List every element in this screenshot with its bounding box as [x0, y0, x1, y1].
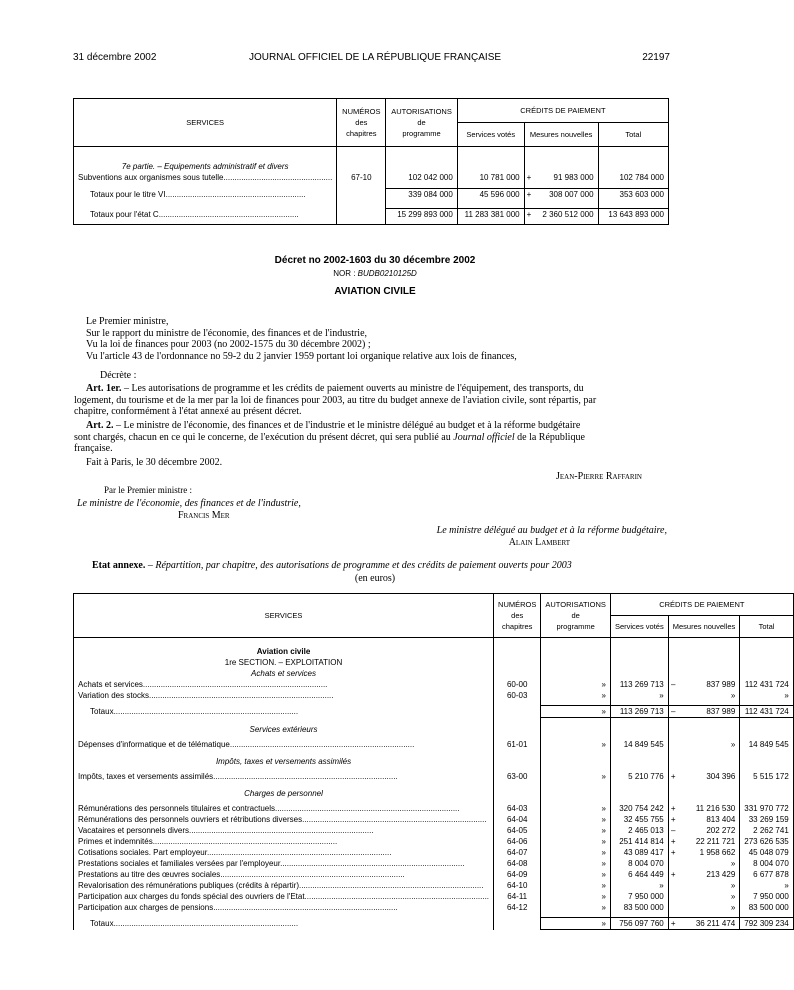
signature-lambert: Alain Lambert: [508, 537, 570, 548]
table-row: Participation aux charges du fonds spécial des ouvriers de l'Etat................................................................................... 64-11 » 7 950 000 » 7 950 000: [74, 891, 794, 902]
decret-title: Décret no 2002-1603 du 30 décembre 2002: [274, 255, 476, 266]
header-journal: JOURNAL OFFICIEL DE LA RÉPUBLIQUE FRANÇAISE: [248, 52, 502, 63]
credits-table-1: [73, 98, 669, 225]
col-credits: CRÉDITS DE PAIEMENT: [610, 594, 793, 616]
table-row: Prestations sociales et familiales versées par l'employeur................................................................................... 64-08 » 8 004 070 » 8 004 070: [74, 858, 794, 869]
col-mesures: Mesures nouvelles: [524, 123, 598, 147]
chapter-group-title: Services extérieurs: [74, 724, 494, 735]
table-row: Impôts, taxes et versements assimilés................................................................................... 63-00 » 5 210 776 + 304 396 5 515 172: [74, 771, 794, 782]
chapter-group-title: Achats et services: [74, 668, 494, 679]
table-row: Totaux pour l'état C............................................................... 15 299 893 000 11 283 381 000 + 2 360 512 000 13 643 893 000: [74, 209, 669, 225]
table-row: Achats et services................................................................................... 60-00 » 113 269 713 – 837 989 112 431 724: [74, 679, 794, 690]
partie-title: 7e partie. – Equipements administratif et divers: [74, 161, 337, 172]
col-votes: Services votés: [610, 616, 668, 638]
col-autorisations: AUTORISATIONS de programme: [541, 594, 611, 638]
ministre-economie: Le ministre de l'économie, des finances et de l'industrie,: [77, 498, 301, 509]
col-mesures: Mesures nouvelles: [668, 616, 740, 638]
decret-heading: AVIATION CIVILE: [334, 286, 416, 297]
header-page: 22197: [642, 52, 670, 63]
table-row: Primes et indemnités................................................................................... 64-06 » 251 414 814 + 22 211 721 273 626 535: [74, 836, 794, 847]
col-total: Total: [598, 123, 668, 147]
col-numeros: NUMÉROS des chapitres: [494, 594, 541, 638]
table-row: Variation des stocks................................................................................... 60-03 » » » »: [74, 690, 794, 701]
article-2: Art. 2. – Le ministre de l'économie, des finances et de l'industrie et le ministre délégué au budget et à la réforme budgétaire sont chargés, chacun en ce qui le concerne, de l'exécution du présent décret, qui sera publié au Journal officiel de la République française.: [74, 420, 585, 454]
decret-nor: NOR : BUDB0210125D: [333, 269, 417, 278]
col-services: SERVICES: [74, 594, 494, 638]
par-premier-ministre: Par le Premier ministre :: [104, 485, 192, 495]
col-votes: Services votés: [457, 123, 524, 147]
ministre-budget: Le ministre délégué au budget et à la réforme budgétaire,: [436, 525, 667, 536]
table-row: Vacataires et personnels divers................................................................................... 64-05 » 2 465 013 – 202 272 2 262 741: [74, 825, 794, 836]
etat-annexe: Etat annexe. – Répartition, par chapitre, des autorisations de programme et des crédits de paiement ouverts pour 2003: [92, 560, 572, 571]
table-row: Subventions aux organismes sous tutelle................................................. 67-10 102 042 000 10 781 000 + 91 983 000 102 784 000: [74, 172, 669, 183]
signature-pm: Jean-Pierre Raffarin: [556, 471, 642, 482]
table-row: Participation aux charges de pensions................................................................................... 64-12 » 83 500 000 » 83 500 000: [74, 902, 794, 913]
total-row: Totaux................................................................................... » 756 097 760 + 36 211 474 792 309 234: [74, 918, 794, 930]
fait-a-paris: Fait à Paris, le 30 décembre 2002.: [86, 457, 223, 468]
table-row: Cotisations sociales. Part employeur................................................................................... 64-07 » 43 089 417 + 1 958 662 45 048 079: [74, 847, 794, 858]
col-services: SERVICES: [74, 99, 337, 147]
col-credits: CRÉDITS DE PAIEMENT: [457, 99, 668, 123]
table-row: Totaux pour le titre VI............................................................... 339 084 000 45 596 000 + 308 007 000 353 603 000: [74, 189, 669, 203]
chapter-group-title: Charges de personnel: [74, 788, 494, 799]
decret-intro: Le Premier ministre, Sur le rapport du ministre de l'économie, des finances et de l'industrie, Vu la loi de finances pour 2003 (no 2002-1575 du 30 décembre 2002) ; Vu l'article 43 de l'ordonnance no 59-2 du 2 janvier 1959 portant loi organique relative aux lois de finances,: [86, 316, 517, 362]
credits-table-2: [73, 593, 794, 930]
table-row: Dépenses d'informatique et de télématique................................................................................... 61-01 » 14 849 545 » 14 849 545: [74, 739, 794, 750]
signature-mer: Francis Mer: [178, 510, 230, 521]
decrete: Décrète :: [100, 370, 137, 381]
col-autorisations: AUTORISATIONS de programme: [386, 99, 457, 147]
table-row: Prestations au titre des œuvres sociales................................................................................... 64-09 » 6 464 449 + 213 429 6 677 878: [74, 869, 794, 880]
article-1: Art. 1er. – Les autorisations de programme et les crédits de paiement ouverts au ministre de l'équipement, des transports, du logement, du tourisme et de la mer par la loi de finances pour 2003, au titre du budget annexe de l'aviation civile, sont répartis, par chapitre, conformément à l'état annexé au présent décret.: [74, 383, 597, 417]
section-subheading: 1re SECTION. – EXPLOITATION: [74, 657, 494, 668]
total-row: Totaux................................................................................... » 113 269 713 – 837 989 112 431 724: [74, 706, 794, 718]
chapter-group-title: Impôts, taxes et versements assimilés: [74, 756, 494, 767]
header-date: 31 décembre 2002: [73, 52, 157, 63]
table-row: Revalorisation des rémunérations publiques (crédits à répartir)................................................................................... 64-10 » » » »: [74, 880, 794, 891]
table-row: Rémunérations des personnels ouvriers et rétributions diverses................................................................................... 64-04 » 32 455 755 + 813 404 33 269 159: [74, 814, 794, 825]
section-heading: Aviation civile: [74, 646, 494, 657]
etat-unit: (en euros): [354, 573, 396, 584]
col-total: Total: [740, 616, 794, 638]
col-numeros: NUMÉROS des chapitres: [337, 99, 386, 147]
table-row: Rémunérations des personnels titulaires et contractuels................................................................................... 64-03 » 320 754 242 + 11 216 530 331 970 772: [74, 803, 794, 814]
